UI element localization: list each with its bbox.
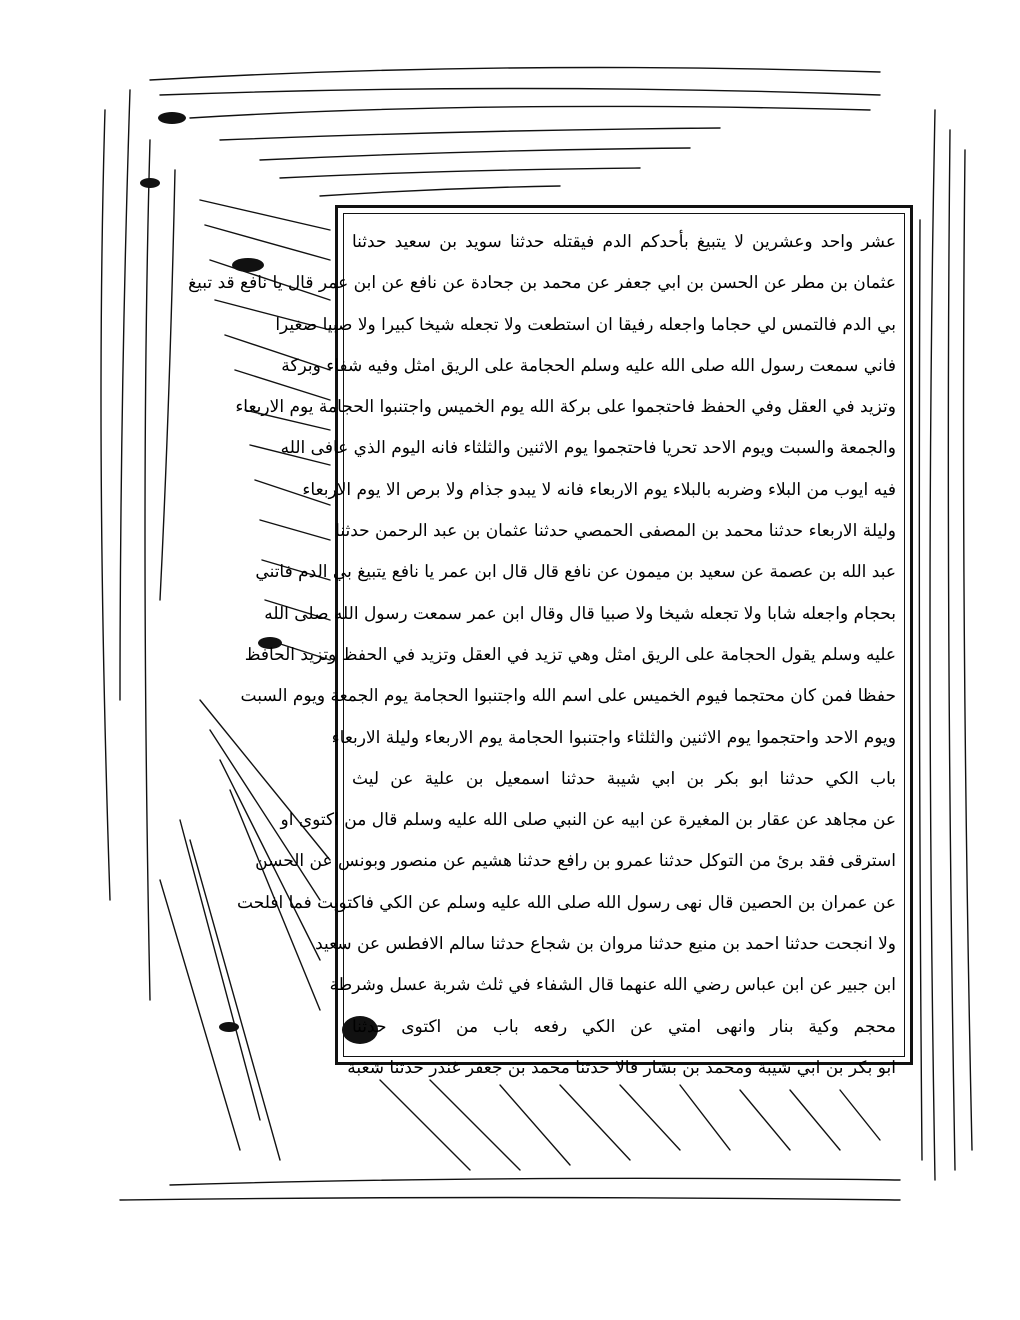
text-line: فاني سمعت رسول الله صلى الله عليه وسلم الحجامة على الريق امثل وفيه شفاء وبركة bbox=[281, 355, 896, 376]
text-line: عثمان بن مطر عن الحسن بن ابي جعفر عن محمد بن جحادة عن نافع عن ابن عمر قال يا نافع قد تبيغ bbox=[188, 273, 896, 294]
text-line: باب الكي حدثنا ابو بكر بن ابي شيبة حدثنا اسمعيل بن علية عن ليث bbox=[352, 768, 896, 789]
text-line: استرقى فقد برئ من التوكل حدثنا عمرو بن رافع حدثنا هشيم عن منصور وبونس عن الحسن bbox=[255, 851, 896, 872]
text-line: حفظا فمن كان محتجما فيوم الخميس على اسم الله واجتنبوا الحجامة يوم الجمعة ويوم السبت bbox=[240, 686, 896, 707]
text-line: عشر واحد وعشرين لا يتبيغ بأحدكم الدم فيقتله حدثنا سويد بن سعيد حدثنا bbox=[352, 232, 896, 252]
text-line: بي الدم فالتمس لي حجاما واجعله رفيقا ان استطعت ولا تجعله شيخا كبيرا ولا صبيا صغيرا bbox=[275, 314, 896, 335]
text-line: ويوم الاحد واحتجموا يوم الاثنين والثلثاء واجتنبوا الحجامة يوم الاربعاء وليلة الاربعاء bbox=[331, 727, 896, 748]
text-line: عبد الله بن عصمة عن سعيد بن ميمون عن نافع قال قال ابن عمر يا نافع يتبيغ بي الدم فاتني bbox=[255, 562, 896, 583]
text-line: محجم وكية بنار وانهى امتي عن الكي رفعه باب من اكتوى حدثنا bbox=[352, 1016, 896, 1037]
text-line: فيه ايوب من البلاء وضربه بالبلاء يوم الاربعاء فانه لا يبدو جذام ولا برص الا يوم الاربعاء bbox=[302, 479, 896, 500]
text-line: وليلة الاربعاء حدثنا محمد بن المصفى الحمصي حدثنا عثمان بن عبد الرحمن حدثنا bbox=[335, 521, 896, 542]
text-line: عليه وسلم يقول الحجامة على الريق امثل وهي تزيد في العقل وتزيد في الحفظ وتزيد الحافظ bbox=[244, 644, 896, 665]
text-line: ابو بكر بن ابي شيبة ومحمد بن بشار قالا حدثنا محمد بن جعفر غندر حدثنا شعبة bbox=[347, 1057, 896, 1078]
main-text-block bbox=[188, 222, 896, 1078]
text-line: بحجام واجعله شابا ولا تجعله شيخا ولا صبيا قال وقال ابن عمر سمعت رسول الله صلى الله bbox=[264, 603, 896, 624]
text-line: وتزيد في العقل وفي الحفظ فاحتجموا على بركة الله يوم الخميس واجتنبوا الحجامة يوم الاربعاء bbox=[235, 397, 896, 418]
text-line: عن عمران بن الحصين قال نهى رسول الله صلى الله عليه وسلم عن الكي فاكتويت فما افلحت bbox=[237, 892, 896, 913]
text-line: والجمعة والسبت ويوم الاحد تحريا فاحتجموا يوم الاثنين والثلثاء فانه اليوم الذي عافى الله bbox=[280, 438, 896, 459]
text-line: ولا انجحت حدثنا احمد بن منيع حدثنا مروان بن شجاع حدثنا سالم الافطس عن سعيد bbox=[315, 934, 896, 955]
text-line: عن مجاهد عن عقار بن المغيرة عن ابيه عن النبي صلى الله عليه وسلم قال من اكتوى او bbox=[280, 810, 896, 831]
text-line: ابن جبير عن ابن عباس رضي الله عنهما قال الشفاء في ثلث شربة عسل وشرطة bbox=[329, 975, 896, 996]
